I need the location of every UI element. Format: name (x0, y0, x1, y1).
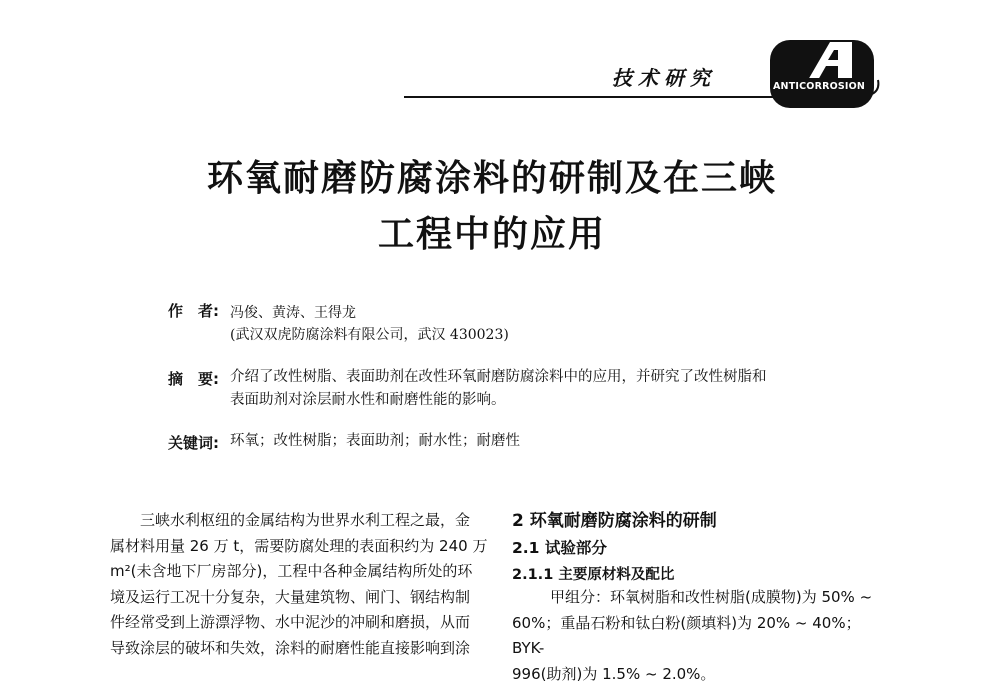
intro-line: 三峡水利枢纽的金属结构为世界水利工程之最，金 (110, 508, 492, 534)
abstract-line2: 表面助剂对涂层耐水性和耐磨性能的影响。 (230, 388, 506, 413)
header-rule (404, 96, 804, 98)
intro-line: 导致涂层的破坏和失效，涂料的耐磨性能直接影响到涂 (110, 636, 492, 662)
keywords-text: 环氧；改性树脂；表面助剂；耐水性；耐磨性 (230, 429, 520, 454)
materials-line: 甲组分：环氧树脂和改性树脂(成膜物)为 50% ~ (512, 585, 880, 611)
intro-line: 属材料用量 26 万 t，需要防腐处理的表面积约为 240 万 (110, 534, 492, 560)
paper-title-line2: 工程中的应用 (0, 206, 992, 257)
keywords-label: 关键词: (168, 432, 219, 453)
intro-paragraph (110, 508, 492, 661)
materials-line: 60%；重晶石粉和钛白粉(颜填料)为 20% ~ 40%；BYK- (512, 611, 880, 662)
intro-line: 件经常受到上游漂浮物、水中泥沙的冲刷和磨损，从而 (110, 610, 492, 636)
authors-affiliation: (武汉双虎防腐涂料有限公司，武汉 430023) (230, 324, 509, 344)
subsection-heading: 2.1 试验部分 (512, 536, 607, 558)
intro-line: m²(未含地下厂房部分)，工程中各种金属结构所处的环 (110, 559, 492, 585)
abstract-label: 摘 要: (168, 368, 219, 389)
abstract-line1: 介绍了改性树脂、表面助剂在改性环氧耐磨防腐涂料中的应用，并研究了改性树脂和 (230, 365, 767, 390)
authors-names: 冯俊、黄涛、王得龙 (230, 302, 356, 322)
authors-label: 作 者: (168, 300, 219, 321)
logo-text: ANTICORROSION (773, 81, 865, 92)
section-tag: 技术研究 (612, 62, 716, 91)
paper-title-line1: 环氧耐磨防腐涂料的研制及在三峡 (0, 150, 992, 201)
materials-line: 996(助剂)为 1.5% ~ 2.0%。 (512, 662, 880, 687)
section-heading: 2 环氧耐磨防腐涂料的研制 (512, 506, 717, 531)
subsubsection-heading: 2.1.1 主要原材料及配比 (512, 563, 674, 584)
materials-paragraph (512, 585, 880, 687)
intro-line: 境及运行工况十分复杂，大量建筑物、闸门、钢结构制 (110, 585, 492, 611)
anticorrosion-logo (768, 36, 880, 112)
